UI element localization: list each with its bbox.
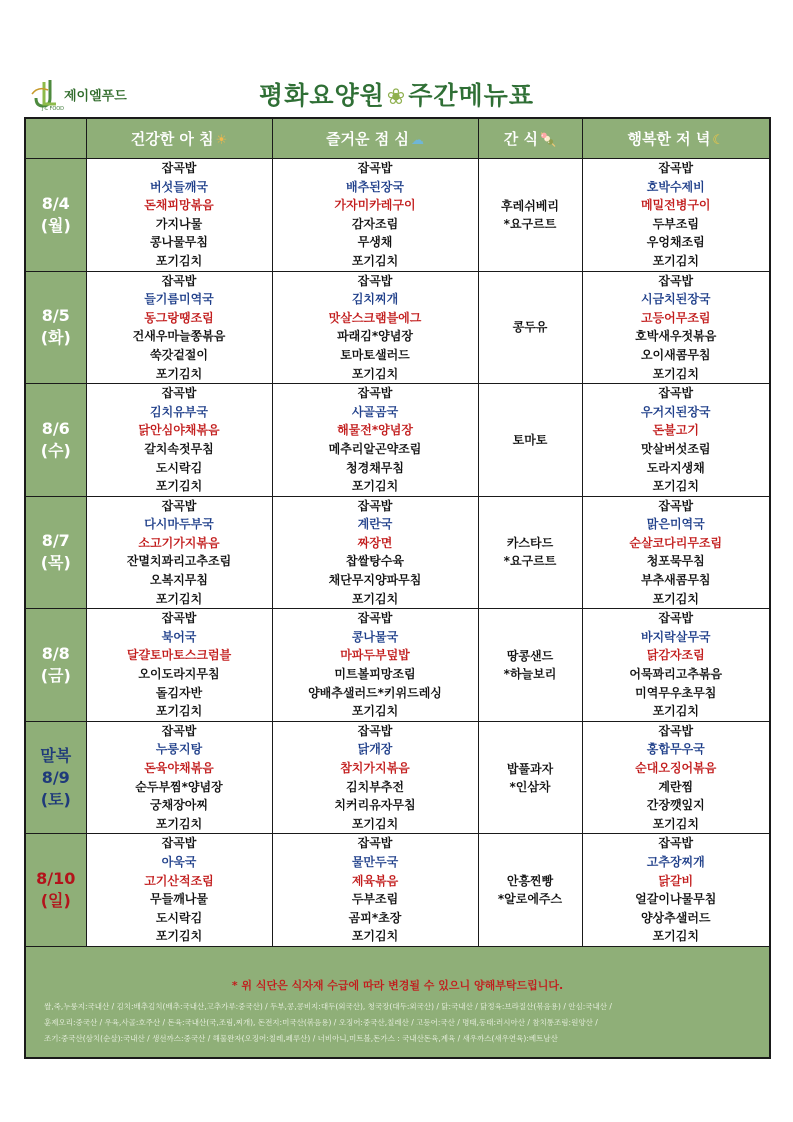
- menu-item: 고기산적조림: [144, 873, 214, 888]
- day-label-line: (일): [40, 891, 71, 911]
- day-label-line: (화): [40, 328, 71, 348]
- weekly-menu-table: [24, 117, 771, 1059]
- dinner-cell: [582, 271, 770, 384]
- menu-item: 감자조림: [351, 216, 399, 231]
- dinner-cell: [582, 609, 770, 722]
- menu-item: 바지락살무국: [640, 629, 711, 644]
- lunch-cell: [272, 496, 478, 609]
- menu-item: 맛살스크램블에그: [328, 310, 422, 325]
- menu-item: 잡곡밥: [357, 386, 393, 401]
- menu-item: 잡곡밥: [357, 498, 393, 513]
- menu-item: 순두부찜*양념장: [135, 779, 223, 794]
- sun-icon: ☀: [215, 133, 228, 148]
- menu-item: 포기김치: [351, 591, 399, 606]
- menu-item: 치커리유자무침: [334, 798, 416, 813]
- cloud-icon: ☁: [410, 133, 424, 148]
- menu-item: 누룽지탕: [155, 742, 203, 757]
- header-row: [25, 118, 770, 159]
- menu-item: 우거지된장국: [640, 404, 711, 419]
- menu-item: 달걀토마토스크럼블: [126, 648, 232, 663]
- menu-item: 고추장찌개: [646, 854, 705, 869]
- menu-item: 호박수제비: [646, 179, 705, 194]
- day-label-line: 말복: [40, 745, 72, 765]
- menu-item: 맛살버섯조림: [640, 441, 711, 456]
- day-label: [25, 721, 86, 834]
- day-label: [25, 384, 86, 497]
- menu-item: 잡곡밥: [161, 273, 197, 288]
- day-label-line: (목): [40, 553, 71, 573]
- lunch-cell: [272, 384, 478, 497]
- logo-text: 제이엘푸드: [64, 88, 127, 104]
- menu-item: 잡곡밥: [658, 161, 694, 175]
- menu-item: 카스타드: [506, 536, 554, 551]
- menu-item: 아욱국: [161, 854, 197, 869]
- menu-item: 포기김치: [155, 704, 203, 719]
- dinner-cell: [582, 834, 770, 947]
- breakfast-cell: [86, 496, 272, 609]
- breakfast-cell: [86, 609, 272, 722]
- menu-item: 안흥찐빵: [506, 874, 554, 889]
- menu-item: 미트볼피망조림: [334, 667, 416, 682]
- menu-item: 포기김치: [351, 366, 399, 381]
- menu-item: 김치찌개: [351, 292, 399, 307]
- menu-item: 잡곡밥: [161, 386, 197, 401]
- menu-item: *하늘보리: [503, 667, 557, 682]
- day-label-line: 8/10: [36, 869, 76, 889]
- day-label-line: 8/6: [41, 418, 70, 438]
- header-lunch: 즐거운 점 심 ☁: [272, 118, 478, 159]
- change-notice: * 위 식단은 식자재 수급에 따라 변경될 수 있으니 양해부탁드립니다.: [231, 978, 564, 992]
- menu-item: 잡곡밥: [658, 386, 694, 401]
- menu-item: 닭감자조림: [646, 648, 705, 663]
- menu-item: 잡곡밥: [357, 161, 393, 175]
- lunch-cell: [272, 159, 478, 272]
- dinner-cell: [582, 384, 770, 497]
- menu-item: 순살코다리무조림: [629, 535, 723, 550]
- menu-item: 콩나물무침: [150, 235, 208, 250]
- menu-item: 포기김치: [155, 929, 203, 944]
- menu-item: 청포묵무침: [646, 554, 705, 569]
- menu-item: 메추리알곤약조림: [328, 441, 422, 456]
- menu-item: 참치가지볶음: [340, 761, 410, 775]
- menu-item: 포기김치: [155, 366, 203, 381]
- menu-item: 닭갈비: [658, 873, 694, 888]
- menu-item: 포기김치: [155, 253, 203, 268]
- menu-item: 찹쌀탕수육: [346, 554, 404, 569]
- menu-item: 돈불고기: [652, 423, 699, 438]
- menu-item: 잡곡밥: [357, 273, 393, 288]
- menu-item: 포기김치: [652, 253, 699, 268]
- day-label-line: (금): [40, 666, 71, 686]
- day-row: [25, 721, 770, 834]
- day-label-line: 8/4: [41, 193, 70, 213]
- menu-item: 해물전*양념장: [337, 423, 413, 438]
- flower-icon: ❀: [386, 85, 407, 110]
- menu-item: 포기김치: [155, 479, 203, 494]
- menu-item: 우엉채조림: [646, 235, 705, 250]
- menu-item: 건새우마늘쫑볶음: [132, 329, 226, 344]
- origin-line: 훈제오리:중국산 / 우육,사골:호주산 / 돈육:국내산(국,조림,찌개), 돈전지:미국산(볶음용) / 오징어:중국산,칠레산 / 고등어:국산 / 명태,동태:러시아산 / 참치통조림:원양산 /: [44, 1017, 598, 1027]
- menu-item: 들기름미역국: [144, 292, 214, 307]
- menu-item: 계란찜: [658, 779, 694, 794]
- header-breakfast: 건강한 아 침 ☀: [86, 118, 272, 159]
- menu-item: 메밀전병구이: [640, 198, 711, 213]
- menu-item: 잡곡밥: [658, 273, 694, 288]
- title-menu: 주간메뉴표: [408, 81, 534, 110]
- menu-item: 토마토샐러드: [340, 347, 410, 362]
- day-label: [25, 496, 86, 609]
- menu-item: *요구르트: [503, 554, 557, 569]
- breakfast-cell: [86, 159, 272, 272]
- menu-item: 가지나물: [155, 216, 203, 231]
- menu-item: 잡곡밥: [161, 836, 197, 851]
- menu-item: 잡곡밥: [357, 836, 393, 851]
- menu-item: 시금치된장국: [640, 292, 711, 307]
- menu-item: 짜장면: [357, 535, 393, 550]
- lunch-cell: [272, 834, 478, 947]
- menu-item: 포기김치: [351, 929, 399, 944]
- day-label: [25, 159, 86, 272]
- menu-item: 포기김치: [351, 704, 399, 719]
- menu-item: 포기김치: [351, 816, 399, 831]
- menu-item: 포기김치: [155, 591, 203, 606]
- menu-item: 포기김치: [652, 704, 699, 719]
- menu-item: 오복지무침: [150, 573, 208, 588]
- day-row: [25, 159, 770, 272]
- menu-item: 쑥갓겉절이: [150, 347, 208, 362]
- menu-item: 잡곡밥: [658, 498, 694, 513]
- footer-row: [25, 946, 770, 1058]
- snack-cell: [478, 271, 582, 384]
- menu-item: 가자미카레구이: [334, 198, 416, 213]
- menu-item: 제육볶음: [351, 873, 399, 888]
- menu-item: 맑은미역국: [646, 517, 705, 532]
- title-facility: 평화요양원: [259, 81, 385, 110]
- day-label-line: 8/8: [41, 644, 70, 664]
- snack-cell: [478, 609, 582, 722]
- day-label: [25, 609, 86, 722]
- menu-item: 닭개장: [357, 742, 393, 757]
- day-row: [25, 496, 770, 609]
- day-row: [25, 609, 770, 722]
- menu-item: 두부조림: [652, 216, 699, 231]
- day-label-line: 8/7: [41, 531, 70, 551]
- dinner-cell: [582, 721, 770, 834]
- day-label-line: 8/9: [41, 767, 70, 787]
- origin-line: 쌀,죽,누룽지:국내산 / 김치:배추김치(배추:국내산,고추가루:중국산) / 두부,콩,콩비지:대두(외국산), 청국장(대두:외국산) / 닭:국내산 / 닭정육:브라질산(볶음용) / 안심:국내산 /: [44, 1001, 612, 1011]
- menu-item: *알로에주스: [497, 892, 563, 907]
- footer-cell: [25, 946, 770, 1058]
- skewer-icon: 🍡: [540, 133, 557, 148]
- dinner-cell: [582, 496, 770, 609]
- snack-cell: [478, 159, 582, 272]
- menu-item: 미역무우초무침: [635, 685, 717, 700]
- menu-item: 포기김치: [652, 591, 699, 606]
- lunch-cell: [272, 609, 478, 722]
- menu-item: 오이도라지무침: [138, 667, 220, 682]
- lunch-cell: [272, 721, 478, 834]
- menu-item: 잡곡밥: [658, 836, 694, 851]
- menu-item: 곰피*초장: [348, 910, 402, 925]
- menu-item: 고등어무조림: [640, 310, 711, 325]
- menu-item: 부추새콤무침: [640, 573, 711, 588]
- header-dinner: 행복한 저 녁 ☾: [582, 118, 770, 159]
- menu-item: 김치유부국: [150, 404, 208, 419]
- day-row: [25, 384, 770, 497]
- menu-item: 다시마두부국: [144, 517, 214, 532]
- header-snack: 간 식 🍡: [478, 118, 582, 159]
- menu-item: 밥풀과자: [506, 761, 554, 776]
- menu-item: 잡곡밥: [357, 723, 393, 738]
- menu-item: 얼갈이나물무침: [635, 892, 717, 907]
- menu-item: 후레쉬베리: [501, 198, 559, 213]
- menu-item: 잡곡밥: [161, 611, 197, 626]
- menu-item: 청경채무침: [346, 460, 404, 475]
- day-label: [25, 834, 86, 947]
- menu-item: 포기김치: [652, 816, 699, 831]
- menu-item: 포기김치: [155, 816, 203, 831]
- menu-item: 오이새콤무침: [640, 347, 711, 362]
- day-label-line: (토): [40, 789, 71, 809]
- menu-item: 간장깻잎지: [646, 798, 705, 813]
- breakfast-cell: [86, 384, 272, 497]
- menu-item: 잡곡밥: [161, 498, 197, 513]
- lunch-cell: [272, 271, 478, 384]
- menu-item: 무들깨나물: [150, 892, 208, 907]
- menu-item: 돌김자반: [155, 685, 203, 700]
- menu-item: 무생채: [357, 235, 393, 250]
- menu-item: 땅콩샌드: [506, 649, 554, 664]
- menu-item: 돈채피망볶음: [144, 198, 214, 213]
- menu-item: 토마토: [512, 432, 548, 447]
- breakfast-cell: [86, 721, 272, 834]
- menu-item: 잡곡밥: [658, 611, 694, 626]
- snack-cell: [478, 496, 582, 609]
- menu-item: 갈치속젓무침: [144, 441, 214, 456]
- origin-info: [44, 999, 751, 1047]
- breakfast-cell: [86, 271, 272, 384]
- logo-subtext: J·L FOOD: [42, 106, 65, 112]
- snack-cell: [478, 384, 582, 497]
- page-title: [0, 76, 793, 112]
- day-label: [25, 271, 86, 384]
- snack-cell: [478, 834, 582, 947]
- day-label-line: 8/5: [41, 306, 70, 326]
- menu-item: 순대오징어볶음: [635, 761, 717, 775]
- menu-item: 마파두부덮밥: [340, 648, 410, 663]
- menu-item: 궁채장아찌: [150, 798, 208, 813]
- menu-item: 계란국: [357, 517, 393, 532]
- dinner-cell: [582, 159, 770, 272]
- origin-line: 조기:중국산(삼치(순살):국내산 / 생선까스:중국산 / 해물완자(오징어:칠레,페루산) / 너비아니,미트볼,돈가스 : 국내산돈육,계육 / 새우까스(새우연육):베트남산: [44, 1033, 558, 1043]
- day-label-line: (월): [40, 215, 71, 235]
- menu-item: 콩두유: [512, 320, 548, 335]
- menu-item: 도시락김: [155, 910, 203, 925]
- corner-cell: [25, 118, 86, 159]
- day-row: [25, 834, 770, 947]
- menu-item: 김치부추전: [346, 779, 404, 794]
- menu-item: 닭안심야채볶음: [138, 423, 220, 438]
- menu-item: 잡곡밥: [658, 723, 694, 738]
- menu-item: 도라지생채: [646, 460, 705, 475]
- menu-item: 콩나물국: [351, 629, 399, 644]
- menu-item: 어묵꽈리고추볶음: [629, 667, 723, 682]
- menu-item: 도시락김: [155, 460, 203, 475]
- moon-icon: ☾: [712, 133, 725, 148]
- menu-item: 물만두국: [351, 854, 399, 869]
- menu-item: 포기김치: [652, 479, 699, 494]
- menu-item: 파래김*양념장: [337, 329, 413, 344]
- day-row: [25, 271, 770, 384]
- day-label-line: (수): [40, 440, 71, 460]
- menu-item: 호박새우젓볶음: [635, 329, 717, 344]
- menu-item: 두부조림: [351, 892, 399, 907]
- menu-item: 잔멸치꽈리고추조림: [126, 554, 232, 569]
- menu-item: 돈육야채볶음: [144, 761, 214, 775]
- menu-item: 포기김치: [652, 366, 699, 381]
- menu-item: 잡곡밥: [161, 723, 197, 738]
- menu-item: 채단무지양파무침: [328, 573, 422, 588]
- menu-item: 양배추샐러드*키위드레싱: [308, 685, 442, 700]
- menu-item: 동그랑땡조림: [144, 310, 214, 325]
- menu-item: 포기김치: [351, 253, 399, 268]
- breakfast-cell: [86, 834, 272, 947]
- menu-item: *인삼차: [509, 779, 551, 794]
- menu-item: 포기김치: [652, 929, 699, 944]
- menu-item: 사골곰국: [351, 404, 399, 419]
- menu-item: 북어국: [161, 629, 197, 644]
- menu-item: 포기김치: [351, 479, 399, 494]
- menu-item: 잡곡밥: [357, 611, 393, 626]
- menu-item: 홍합무우국: [646, 742, 705, 757]
- menu-item: *요구르트: [503, 216, 557, 231]
- snack-cell: [478, 721, 582, 834]
- menu-item: 배추된장국: [346, 179, 404, 194]
- menu-item: 소고기가지볶음: [138, 535, 220, 550]
- menu-item: 양상추샐러드: [640, 910, 711, 925]
- menu-item: 버섯들깨국: [150, 179, 208, 194]
- menu-item: 잡곡밥: [161, 161, 197, 175]
